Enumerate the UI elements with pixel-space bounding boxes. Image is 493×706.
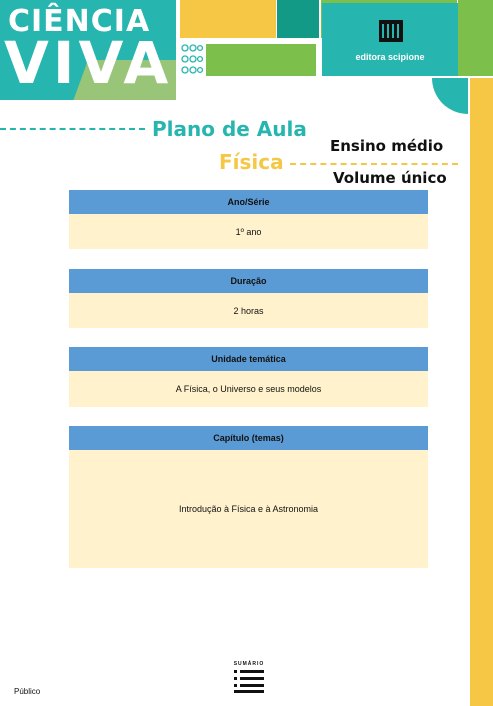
card-heading: Unidade temática [69, 347, 428, 371]
page-title: Plano de Aula [152, 117, 307, 141]
card-heading: Capítulo (temas) [69, 426, 428, 450]
card-heading: Duração [69, 269, 428, 293]
title-divider-left [0, 128, 145, 130]
title-divider-right [290, 163, 458, 165]
publisher-name: editora scipione [355, 52, 425, 62]
classification-label: Público [14, 687, 41, 696]
decor-circles-icon [181, 44, 203, 76]
card-duracao [69, 269, 428, 328]
card-value: Introdução à Física e à Astronomia [69, 450, 428, 568]
brand-logo [0, 0, 176, 100]
education-level: Ensino médio [330, 137, 444, 155]
subject-title: Física [219, 150, 284, 174]
card-unidade-tematica [69, 347, 428, 407]
logo-line-1: CIÊNCIA [8, 4, 151, 39]
card-ano-serie [69, 190, 428, 249]
list-menu-icon[interactable] [234, 669, 264, 693]
summary-label[interactable]: SUMÁRIO [233, 661, 265, 667]
logo-line-2: VIVA [4, 29, 173, 97]
card-capitulo [69, 426, 428, 568]
card-value: A Física, o Universo e seus modelos [69, 371, 428, 407]
decor-block-green-mid [206, 44, 316, 76]
card-value: 2 horas [69, 293, 428, 328]
decor-block-yellow [180, 0, 276, 38]
card-heading: Ano/Série [69, 190, 428, 214]
decor-quarter-circle [432, 78, 468, 114]
decor-block-green-right [458, 0, 493, 76]
publisher-logo-icon [378, 18, 404, 44]
card-value: 1º ano [69, 214, 428, 249]
volume-label: Volume único [333, 169, 447, 187]
decor-block-teal [277, 0, 319, 38]
decor-side-bar [470, 78, 493, 706]
